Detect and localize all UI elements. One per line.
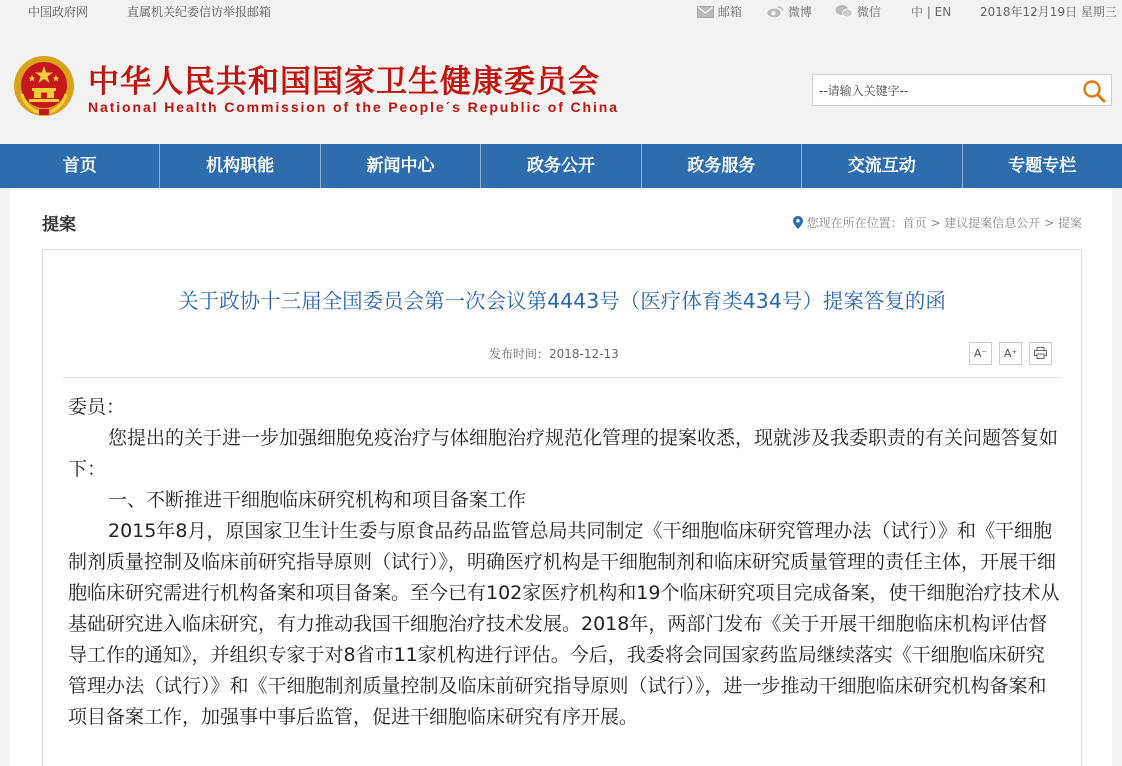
weixin-label: 微信 <box>856 5 881 19</box>
site-title-cn: 中华人民共和国国家卫生健康委员会 <box>88 64 600 100</box>
site-header <box>0 22 1122 144</box>
mail-label: 邮箱 <box>717 5 742 19</box>
report-mailbox-link[interactable]: 直属机关纪委信访举报邮箱 <box>127 5 272 19</box>
title-divider <box>63 377 1061 378</box>
weixin-link[interactable] <box>835 3 881 20</box>
nav-item-home[interactable]: 首页 <box>0 144 160 188</box>
print-button[interactable] <box>1029 342 1052 365</box>
article-body <box>68 392 1063 733</box>
breadcrumb <box>793 214 1082 231</box>
article-title: 关于政协十三届全国委员会第一次会议第4443号（医疗体育类434号）提案答复的函 <box>178 289 946 313</box>
search-icon[interactable] <box>1081 78 1107 104</box>
nav-item-news[interactable]: 新闻中心 <box>321 144 481 188</box>
font-larger-button[interactable] <box>999 342 1022 365</box>
nav-item-organization[interactable]: 机构职能 <box>160 144 320 188</box>
publish-date: 发布时间：2018-12-13 <box>489 347 619 361</box>
nav-item-interaction[interactable]: 交流互动 <box>802 144 962 188</box>
body-paragraph: 您提出的关于进一步加强细胞免疫治疗与体细胞治疗规范化管理的提案收悉，现就涉及我委职责的有关问题答复如下： <box>68 427 1059 480</box>
location-pin-icon <box>793 216 803 229</box>
main-nav <box>0 144 1122 188</box>
top-utility-bar <box>0 0 1122 22</box>
weibo-icon <box>767 5 784 18</box>
breadcrumb-prefix: 您现在所在位置： <box>806 216 903 230</box>
body-paragraph: 2015年8月，原国家卫生计生委与原食品药品监管总局共同制定《干细胞临床研究管理办法（试行）》和《干细胞制剂质量控制及临床前研究指导原则（试行）》，明确医疗机构是干细胞制剂和临床研究质量管理的责任主体，开展干细胞临床研究需进行机构备案和项目备案。至今已有102家医疗机构和19个临床研究项目完成备案，使干细胞治疗技术从基础研究进入临床研究，有力推动我国干细胞治疗技术发展。2018年，两部门发布《关于开展干细胞临床机构评估督导工作的通知》，并组织专家于对8省市11家机构进行评估。今后，我委将会同国家药监局继续落实《干细胞临床研究管理办法（试行）》和《干细胞制剂质量控制及临床前研究指导原则（试行）》，进一步推动干细胞临床研究机构备案和项目备案工作，加强事中事后监管，促进干细胞临床研究有序开展。 <box>68 520 1060 728</box>
mail-icon <box>697 6 714 18</box>
article-box <box>42 249 1082 766</box>
nav-item-services[interactable]: 政务服务 <box>642 144 802 188</box>
search-box <box>812 74 1112 106</box>
nav-item-disclosure[interactable]: 政务公开 <box>481 144 641 188</box>
font-smaller-button[interactable] <box>969 342 992 365</box>
language-switch[interactable]: 中 | EN <box>911 5 952 19</box>
national-emblem-icon[interactable] <box>12 54 76 118</box>
breadcrumb-path[interactable]: 首页 > 建议提案信息公开 > 提案 <box>902 216 1082 230</box>
mail-link[interactable] <box>697 3 742 20</box>
print-icon <box>1034 347 1047 359</box>
gov-portal-link[interactable]: 中国政府网 <box>28 5 89 19</box>
search-input[interactable] <box>819 81 1079 101</box>
weixin-icon <box>835 4 853 18</box>
nav-item-topics[interactable]: 专题专栏 <box>1008 156 1077 176</box>
font-larger-icon: A⁺ <box>1003 347 1018 360</box>
salutation: 委员： <box>68 396 126 418</box>
site-title-en: National Health Commission of the People´s Republic of China <box>88 99 619 115</box>
section-heading: 提案 <box>42 215 76 235</box>
content-panel <box>10 188 1112 766</box>
font-smaller-icon: A⁻ <box>973 347 988 360</box>
weibo-link[interactable] <box>767 3 812 20</box>
weibo-label: 微博 <box>787 5 812 19</box>
section-heading-1: 一、不断推进干细胞临床研究机构和项目备案工作 <box>108 489 527 511</box>
current-date: 2018年12月19日 星期三 <box>980 5 1117 19</box>
